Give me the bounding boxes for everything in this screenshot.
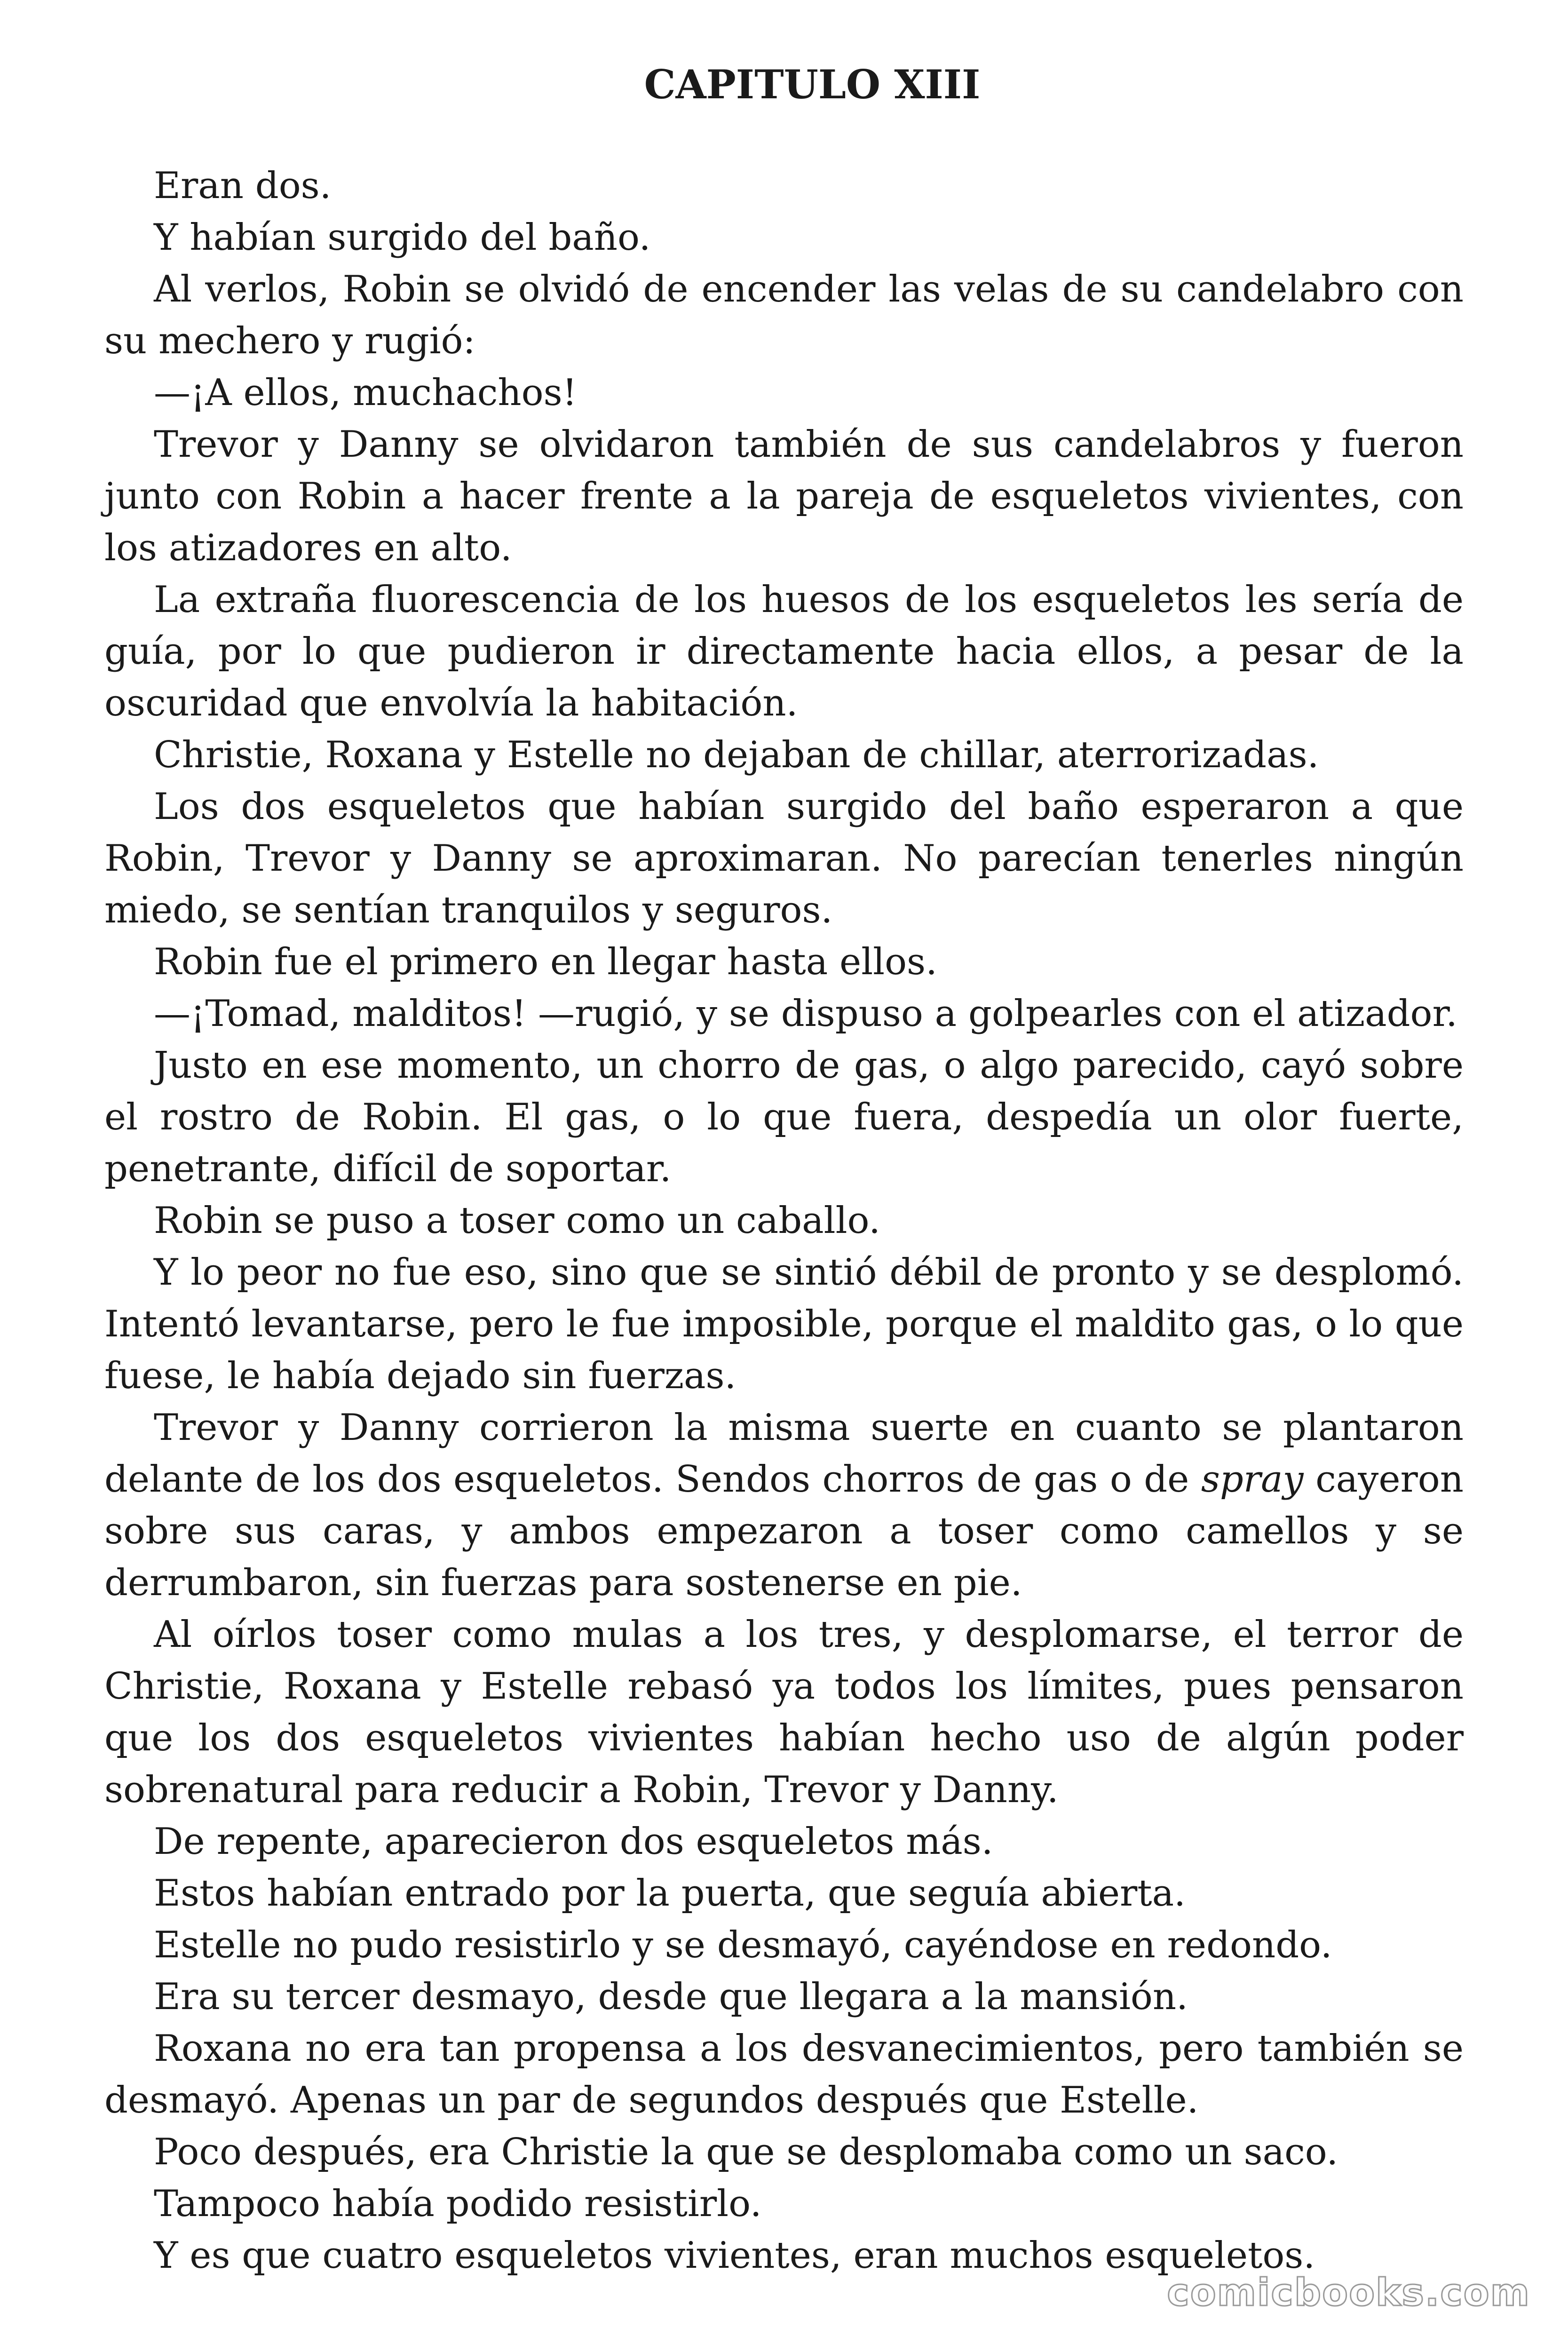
book-page	[104, 56, 1464, 2281]
paragraph: Los dos esqueletos que habían surgido del baño esperaron a que Robin, Trevor y Danny se aproximaran. No parecían tenerles ningún miedo, se sentían tranquilos y seguros.	[104, 786, 1464, 931]
paragraph: Estos habían entrado por la puerta, que seguía abierta.	[154, 1872, 1186, 1915]
paragraph: Y es que cuatro esqueletos vivientes, eran muchos esqueletos.	[154, 2234, 1315, 2277]
paragraph: Eran dos.	[154, 165, 332, 207]
paragraph: Estelle no pudo resistirlo y se desmayó, cayéndose en redondo.	[154, 1924, 1332, 1966]
paragraph: Al oírlos toser como mulas a los tres, y desplomarse, el terror de Christie, Roxana y Estelle rebasó ya todos los límites, pues pensaron que los dos esqueletos vivientes habían hecho uso de algún poder sobrenatural para reducir a Robin, Trevor y Danny.	[104, 1613, 1464, 1811]
paragraph: Y habían surgido del baño.	[154, 216, 651, 259]
paragraph: Justo en ese momento, un chorro de gas, o algo parecido, cayó sobre el rostro de Robin. El gas, o lo que fuera, despedía un olor fuerte, penetrante, difícil de soportar.	[104, 1044, 1464, 1190]
paragraph: Christie, Roxana y Estelle no dejaban de chillar, aterrorizadas.	[154, 734, 1319, 776]
paragraph: —¡Tomad, malditos! —rugió, y se dispuso a golpearles con el atizador.	[154, 993, 1457, 1035]
paragraph: Y lo peor no fue eso, sino que se sintió débil de pronto y se desplomó. Intentó levantarse, pero le fue imposible, porque el maldito gas, o lo que fuese, le había dejado sin fuerzas.	[104, 1251, 1464, 1397]
paragraph: Poco después, era Christie la que se desplomaba como un saco.	[154, 2131, 1338, 2173]
paragraph: Robin fue el primero en llegar hasta ellos.	[154, 941, 937, 983]
paragraph: Al verlos, Robin se olvidó de encender las velas de su candelabro con su mechero y rugió:	[104, 268, 1464, 362]
paragraph: Tampoco había podido resistirlo.	[154, 2183, 762, 2225]
site-watermark: comicbooks.com	[1167, 2271, 1530, 2314]
paragraph: La extraña fluorescencia de los huesos de los esqueletos les sería de guía, por lo que pudieron ir directamente hacia ellos, a pesar de la oscuridad que envolvía la habitación.	[104, 579, 1464, 724]
chapter-title: CAPITULO XIII	[644, 61, 981, 108]
emphasis: spray	[1201, 1458, 1304, 1501]
paragraph: Roxana no era tan propensa a los desvanecimientos, pero también se desmayó. Apenas un par de segundos después que Estelle.	[104, 2027, 1464, 2122]
paragraph: Trevor y Danny corrieron la misma suerte en cuanto se plantaron delante de los dos esqueletos. Sendos chorros de gas o de spray cayeron sobre sus caras, y ambos empezaron a toser como camellos y se derrumbaron, sin fuerzas para sostenerse en pie.	[104, 1406, 1464, 1604]
paragraph: —¡A ellos, muchachos!	[154, 372, 577, 414]
paragraph: De repente, aparecieron dos esqueletos más.	[154, 1820, 993, 1863]
paragraph: Era su tercer desmayo, desde que llegara a la mansión.	[154, 1976, 1188, 2018]
paragraph: Robin se puso a toser como un caballo.	[154, 1200, 880, 1242]
paragraph: Trevor y Danny se olvidaron también de sus candelabros y fueron junto con Robin a hacer frente a la pareja de esqueletos vivientes, con los atizadores en alto.	[104, 423, 1464, 569]
chapter-body	[104, 160, 1464, 2281]
